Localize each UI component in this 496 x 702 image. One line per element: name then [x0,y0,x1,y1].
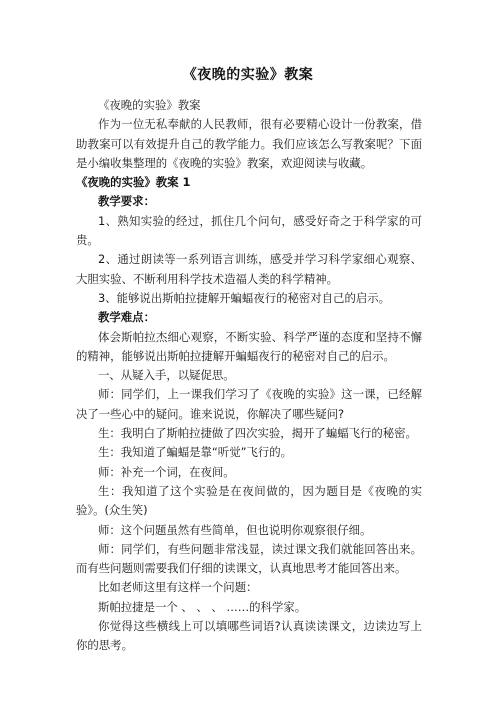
paragraph: 一、从疑入手，以疑促思。 [98,368,235,383]
section-heading: 教学难点： [98,310,155,325]
paragraph: 师：同学们，上一课我们学习了《夜晚的实验》这一课，已经解决了一些心中的疑问。谁来说说，你解决了哪些疑问? [76,387,422,421]
paragraph: 比如老师这里有这样一个问题： [98,580,258,595]
paragraph: 2、通过朗读等一系列语言训练，感受并学习科学家细心观察、大胆实验、不断利用科学技术造福人类的科学精神。 [76,252,422,286]
paragraph: 作为一位无私奉献的人民教师，很有必要精心设计一份教案，借助教案可以有效提升自己的教学能力。我们应该怎么写教案呢？下面是小编收集整理的《夜晚的实验》教案，欢迎阅读与收藏。 [76,117,422,170]
paragraph: 师：补充一个词，在夜间。 [98,464,235,479]
paragraph: 1、熟知实验的经过，抓住几个问句，感受好奇之于科学家的可贵。 [76,213,422,248]
paragraph: 生：我知道了蝙蝠是靠“听觉”飞行的。 [98,445,293,460]
paragraph: 师：这个问题虽然有些简单，但也说明你观察很仔细。 [98,522,372,537]
paragraph: 3、能够说出斯帕拉捷解开蝙蝠夜行的秘密对自己的启示。 [98,290,391,305]
document-body [76,96,422,656]
paragraph: 体会斯帕拉杰细心观察，不断实验、科学严谨的态度和坚持不懈的精神，能够说出斯帕拉捷解开蝙蝠夜行的秘密对自己的启示。 [76,329,422,363]
paragraph: 生：我知道了这个实验是在夜间做的，因为题目是《夜晚的实验》。(众生笑) [76,483,422,518]
paragraph: 《夜晚的实验》教案 [98,98,201,112]
paragraph: 生：我明白了斯帕拉捷做了四次实验，揭开了蝙蝠飞行的秘密。 [98,426,417,441]
section-heading: 《夜晚的实验》教案 1 [76,175,191,190]
section-heading: 教学要求： [98,194,155,209]
paragraph: 你觉得这些横线上可以填哪些词语?认真读读课文，边读边写上你的思考。 [76,619,422,653]
paragraph: 师：同学们，有些问题非常浅显，读过课文我们就能回答出来。而有些问题则需要我们仔细的读课文，认真地思考才能回答出来。 [76,541,422,576]
paragraph: 斯帕拉捷是一个 、 、 、 ……的科学家。 [98,599,307,614]
page-title: 《夜晚的实验》教案 [182,67,314,83]
